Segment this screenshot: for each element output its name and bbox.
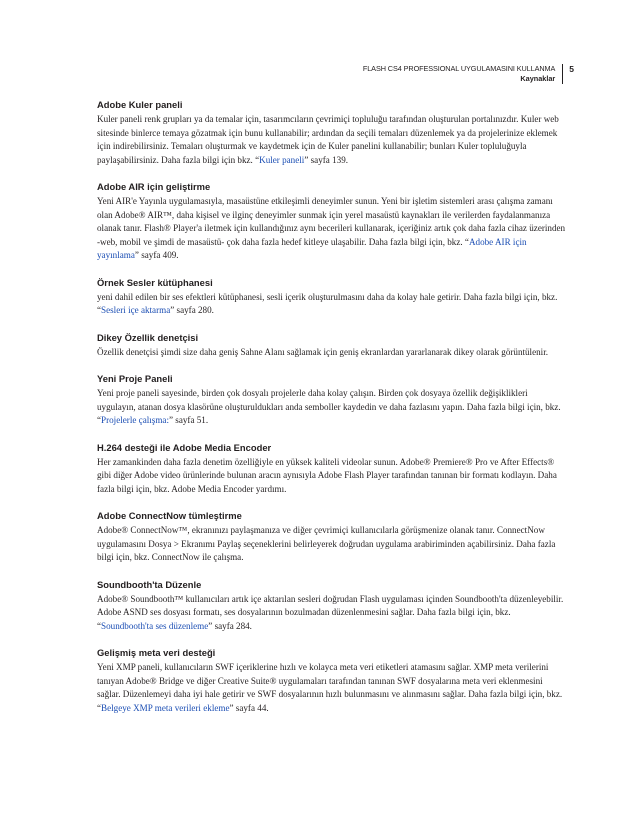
- section-heading: Örnek Sesler kütüphanesi: [97, 276, 213, 288]
- body-text: Yeni proje paneli sayesinde, birden çok dosyalı projelerle daha kolay çalışın. Birden çok dosyaya özellik değişiklikleri uygulayın, atanan dosya klasörüne oluşturuldukları anda semboller kaydedin ve daha fazlasını yapın. Daha fazla bilgi için, bkz. “: [97, 388, 561, 425]
- section-media-encoder: [97, 442, 567, 497]
- body-text-end: ” sayfa 139.: [304, 154, 349, 165]
- cross-reference-link[interactable]: Soundbooth'ta ses düzenleme: [101, 620, 209, 631]
- main-content: [97, 99, 567, 729]
- section-body: [97, 291, 567, 318]
- section-heading: H.264 desteği ile Adobe Media Encoder: [97, 441, 272, 453]
- section-body: [97, 195, 567, 263]
- section-heading: Yeni Proje Paneli: [97, 373, 173, 384]
- header-title: FLASH CS4 PROFESSIONAL UYGULAMASINI KULLANMA: [362, 64, 556, 73]
- body-text-end: ” sayfa 44.: [229, 702, 269, 713]
- section-body: [97, 661, 567, 715]
- body-text: Adobe® Soundbooth™ kullanıcıları artık içe aktarılan sesleri doğrudan Flash uygulaması içinden Soundbooth'ta düzenleyebilir. Adobe ASND ses dosyası formatı, ses dosyalarının bozulmadan düzenlenmesini sağlar. Daha fazla bilgi için, bkz. “: [97, 593, 564, 631]
- section-project-panel: [97, 373, 567, 428]
- body-text: Kuler paneli renk grupları ya da temalar için, tasarımcıların çevrimiçi topluluğu tarafından oluşturulan portalınızdır. Kuler web sitesinde binlerce temaya gözatmak için bunu kullanabilir; ardından da seçili temaları düzenlemek ya da projelerinize eklemek için indirebilirsiniz. Temaları oluşturmak ve kaydetmek için de Kuler panelini kullanabilir; bunları Kuler topluluğuyla paylaşabilirsiniz. Daha fazla bilgi için bkz. “: [97, 114, 559, 165]
- page-number: 5: [569, 64, 574, 74]
- section-property-inspector: [97, 332, 567, 360]
- body-text-end: ” sayfa 409.: [134, 250, 179, 260]
- body-text-end: ” sayfa 280.: [170, 305, 214, 315]
- cross-reference-link[interactable]: Sesleri içe aktarma: [101, 305, 171, 315]
- section-heading: Dikey Özellik denetçisi: [97, 331, 199, 343]
- section-heading: Adobe AIR için geliştirme: [97, 181, 211, 192]
- section-heading: Soundbooth'ta Düzenle: [97, 578, 202, 590]
- body-text: Özellik denetçisi şimdi size daha geniş Sahne Alanı sağlamak için geniş ekranlardan yararlanarak dikey olarak görüntülenir.: [97, 346, 548, 357]
- section-heading: Adobe ConnectNow tümleştirme: [97, 510, 242, 521]
- body-text: Her zamankinden daha fazla denetim özelliğiyle en yüksek kaliteli videolar sunun. Adobe® Premiere® Pro ve After Effects® gibi diğer Adobe video ürünlerinde bulunan aracın aynısıyla Adobe Flash Player tarafından tanınan bir formatı kodlayın. Daha fazla bilgi için, bkz. Adobe Media Encoder yardımı.: [97, 456, 557, 494]
- header-subtitle: Kaynaklar: [520, 74, 556, 83]
- section-air: [97, 181, 567, 263]
- page-header: [363, 64, 574, 84]
- section-metadata: [97, 647, 567, 715]
- section-heading: Gelişmiş meta veri desteği: [97, 647, 216, 658]
- body-text-end: ” sayfa 284.: [208, 620, 252, 631]
- section-connectnow: [97, 510, 567, 565]
- section-body: [97, 524, 567, 565]
- section-body: [97, 113, 567, 167]
- cross-reference-link[interactable]: Kuler paneli: [259, 154, 305, 165]
- body-text: yeni dahil edilen bir ses efektleri kütüphanesi, sesli içerik oluşturulmasını daha da kolay hale getirir. Daha fazla bilgi için, bkz. “: [97, 291, 558, 315]
- section-body: [97, 387, 567, 428]
- body-text-end: ” sayfa 51.: [168, 415, 209, 425]
- body-text: Yeni XMP paneli, kullanıcıların SWF içeriklerine hızlı ve kolayca meta veri etiketleri atamasını sağlar. XMP meta verilerini tanıyan Adobe® Bridge ve diğer Creative Suite® uygulamaları tarafından tanınan SWF dosyalarına meta veri eklenmesini sağlar. Düzenlemeyi daha iyi hale getirir ve SWF dosyalarının hızlı bulunmasını ve alınmasını sağlar. Daha fazla bilgi için, bkz. “: [97, 662, 563, 713]
- header-text: [363, 64, 563, 84]
- section-heading: Adobe Kuler paneli: [97, 99, 183, 110]
- section-sound-library: [97, 277, 567, 318]
- section-kuler: [97, 99, 567, 167]
- section-body: [97, 346, 567, 360]
- cross-reference-link[interactable]: Projelerle çalışma:: [101, 415, 169, 425]
- section-soundbooth: [97, 579, 567, 634]
- section-body: [97, 593, 567, 634]
- body-text: Adobe® ConnectNow™, ekranınızı paylaşmanıza ve diğer çevrimiçi kullanıcılarla görüşmenize olanak tanır. ConnectNow uygulamasını Dosya > Ekranımı Paylaş seçeneklerini belirleyerek doğrudan uygulama arabiriminden açabilirsiniz. Daha fazla bilgi için, bkz. ConnectNow ile çalışma.: [97, 525, 556, 562]
- cross-reference-link[interactable]: Adobe AIR için yayınlama: [97, 236, 527, 260]
- body-text: Yeni AIR'e Yayınla uygulamasıyla, masaüstüne etkileşimli deneyimler sunun. Yeni bir işletim sistemleri arası çalışma zamanı olan Adobe® AIR™, daha kişisel ve ilginç deneyimler sunmak için yerel masaüstü kaynakları ile verilerden faydalanmanıza olanak tanır. Flash® Player'a iletmek için kullandığınız aynı becerileri kullanarak, içeriğiniz artık çok daha fazla cihaz üzerinden -web, mobil ve şimdi de masaüstü- çok daha fazla hedef kitleye ulaşabilir. Daha fazla bilgi için, bkz. “: [97, 196, 566, 247]
- section-body: [97, 456, 567, 497]
- cross-reference-link[interactable]: Belgeye XMP meta verileri ekleme: [101, 702, 230, 713]
